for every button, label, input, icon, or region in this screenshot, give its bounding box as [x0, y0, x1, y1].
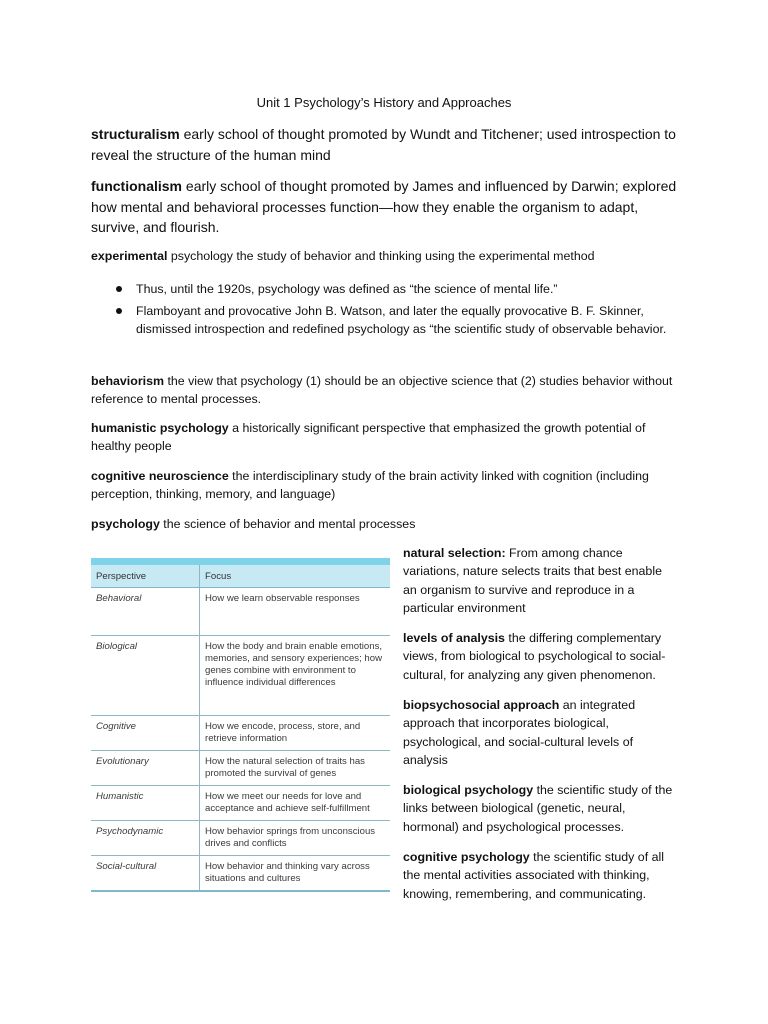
header-focus: Focus [200, 565, 391, 588]
definition-humanistic [91, 419, 681, 455]
term: biological psychology [403, 783, 534, 797]
page-title: Unit 1 Psychology’s History and Approaches [256, 95, 512, 110]
term: psychology [91, 517, 160, 531]
definition-levels-of-analysis [403, 629, 675, 684]
cell-focus: How we meet our needs for love and acceptance and achieve self-fulfillment [200, 786, 391, 821]
cell-focus: How the body and brain enable emotions, memories, and sensory experiences; how genes combine with environment to influence individual differences [200, 636, 391, 716]
definition-text: the scientific study of all the mental activities associated with thinking, knowing, remembering, and communicating. [403, 850, 664, 901]
perspectives-table-figure [91, 558, 390, 892]
cell-focus: How we learn observable responses [200, 588, 391, 636]
term: cognitive psychology [403, 850, 530, 864]
definition-text: the science of behavior and mental processes [159, 517, 416, 531]
table-row [91, 716, 390, 751]
term: humanistic psychology [91, 421, 229, 435]
table-header-row [91, 565, 390, 588]
table-row [91, 856, 390, 892]
definition-text: the scientific study of the links between biological (genetic, neural, hormonal) and psychological processes. [403, 783, 673, 834]
bullet-list [91, 280, 681, 342]
cell-focus: How behavior and thinking vary across situations and cultures [200, 856, 391, 892]
definition-text: an integrated approach that incorporates biological, psychological, and social-cultural levels of analysis [403, 698, 636, 768]
header-perspective: Perspective [91, 565, 200, 588]
cell-focus: How we encode, process, store, and retrieve information [200, 716, 391, 751]
term: behaviorism [91, 374, 164, 388]
cell-focus: How behavior springs from unconscious drives and conflicts [200, 821, 391, 856]
definition-functionalism [91, 176, 681, 238]
definition-psychology [91, 515, 681, 533]
definition-natural-selection [403, 544, 675, 618]
definition-text: early school of thought promoted by James and influenced by Darwin; explored how mental and behavioral processes function—how they enable the organism to adapt, survive, and flourish. [91, 178, 677, 235]
term: biopsychosocial approach [403, 698, 560, 712]
definition-text: a historically significant perspective that emphasized the growth potential of healthy people [91, 421, 646, 453]
cell-perspective: Evolutionary [91, 751, 200, 786]
cell-perspective: Biological [91, 636, 200, 716]
perspectives-table [91, 565, 390, 892]
term: experimental [91, 249, 168, 263]
definition-behaviorism [91, 372, 681, 408]
definition-biological-psychology [403, 781, 675, 836]
definition-text: psychology the study of behavior and thinking using the experimental method [167, 249, 595, 263]
bullet-icon [116, 286, 122, 292]
definition-text: early school of thought promoted by Wundt and Titchener; used introspection to reveal the structure of the human mind [91, 126, 676, 163]
table-row [91, 636, 390, 716]
cell-perspective: Psychodynamic [91, 821, 200, 856]
term: levels of analysis [403, 631, 505, 645]
table-row [91, 821, 390, 856]
term: natural selection: [403, 546, 506, 560]
definition-cognitive-neuroscience [91, 467, 681, 503]
definition-text: the differing complementary views, from biological to psychological to social-cultural, for analyzing any given phenomenon. [403, 631, 666, 682]
cell-perspective: Behavioral [91, 588, 200, 636]
list-item [91, 280, 681, 298]
bullet-icon [116, 308, 122, 314]
definition-cognitive-psychology [403, 848, 675, 903]
definition-experimental [91, 247, 681, 265]
table-top-bar [91, 558, 390, 565]
cell-perspective: Social-cultural [91, 856, 200, 892]
cell-perspective: Humanistic [91, 786, 200, 821]
term: cognitive neuroscience [91, 469, 229, 483]
table-row [91, 751, 390, 786]
term: structuralism [91, 126, 180, 142]
cell-focus: How the natural selection of traits has promoted the survival of genes [200, 751, 391, 786]
table-row [91, 588, 390, 636]
term: functionalism [91, 178, 183, 194]
definition-text: the interdisciplinary study of the brain activity linked with cognition (including perception, thinking, memory, and language) [91, 469, 649, 501]
list-item [91, 302, 681, 338]
definition-structuralism [91, 124, 681, 165]
definition-text: the view that psychology (1) should be an objective science that (2) studies behavior without reference to mental processes. [91, 374, 673, 406]
cell-perspective: Cognitive [91, 716, 200, 751]
bullet-text: Thus, until the 1920s, psychology was defined as “the science of mental life.” [136, 282, 558, 296]
table-row [91, 786, 390, 821]
definition-text: From among chance variations, nature selects traits that best enable an organism to survive and reproduce in a particular environment [403, 546, 662, 616]
definition-biopsychosocial [403, 696, 675, 770]
bullet-text: Flamboyant and provocative John B. Watson, and later the equally provocative B. F. Skinner, dismissed introspection and redefined psychology as “the scientific study of observable behavior. [136, 304, 667, 336]
